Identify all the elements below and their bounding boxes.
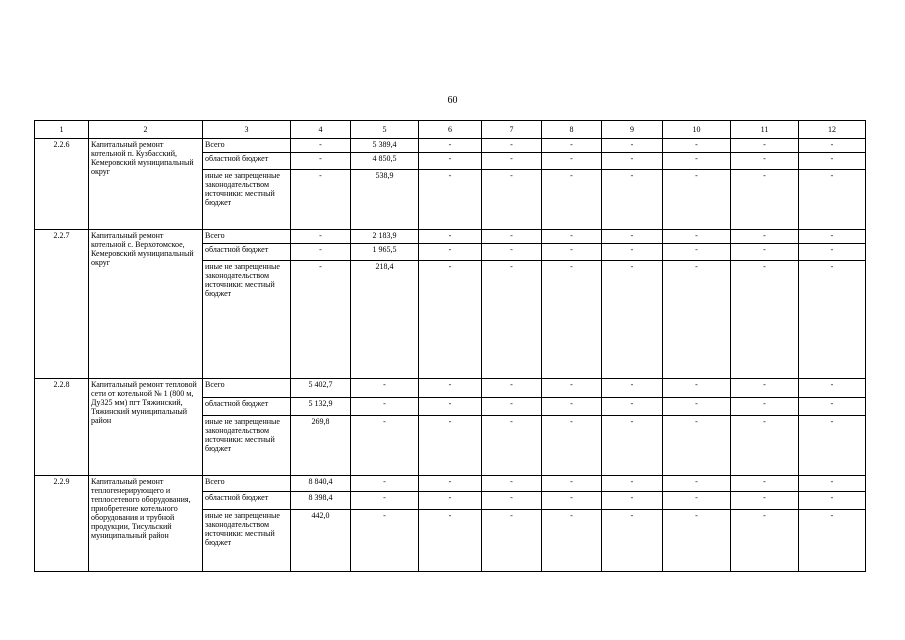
table-cell: 4 850,5 bbox=[351, 153, 419, 170]
funding-source: иные не запрещенные законодательством источники: местный бюджет bbox=[203, 170, 291, 230]
table-cell: - bbox=[663, 153, 731, 170]
funding-source: областной бюджет bbox=[203, 492, 291, 510]
table-cell: - bbox=[731, 244, 799, 261]
table-cell: - bbox=[542, 492, 602, 510]
table-cell: - bbox=[799, 476, 866, 492]
table-cell: - bbox=[291, 139, 351, 153]
table-cell: - bbox=[419, 398, 482, 416]
table-cell: - bbox=[663, 139, 731, 153]
column-header: 2 bbox=[89, 121, 203, 139]
table-cell: - bbox=[419, 476, 482, 492]
table-cell: - bbox=[663, 476, 731, 492]
table-cell: - bbox=[542, 510, 602, 572]
column-header: 9 bbox=[602, 121, 663, 139]
table-cell: - bbox=[731, 230, 799, 244]
table-cell: - bbox=[731, 476, 799, 492]
table-cell: - bbox=[542, 261, 602, 379]
table-cell: - bbox=[731, 510, 799, 572]
table-cell: - bbox=[542, 230, 602, 244]
table-cell: - bbox=[542, 153, 602, 170]
budget-table bbox=[34, 120, 866, 572]
column-header: 1 bbox=[35, 121, 89, 139]
table-cell: - bbox=[731, 398, 799, 416]
table-cell: - bbox=[482, 230, 542, 244]
table-cell: - bbox=[731, 170, 799, 230]
measure-name: Капитальный ремонт тепловой сети от котельной № 1 (800 м, Ду325 мм) пгт Тяжинский, Тяжинский муниципальный район bbox=[89, 379, 203, 476]
funding-source: Всего bbox=[203, 379, 291, 398]
table-cell: - bbox=[663, 510, 731, 572]
table-cell: 5 389,4 bbox=[351, 139, 419, 153]
table-cell: 2 183,9 bbox=[351, 230, 419, 244]
table-cell: - bbox=[482, 476, 542, 492]
table-cell: - bbox=[663, 398, 731, 416]
table-cell: - bbox=[799, 492, 866, 510]
column-header: 11 bbox=[731, 121, 799, 139]
column-header: 6 bbox=[419, 121, 482, 139]
row-number: 2.2.8 bbox=[35, 379, 89, 476]
table-cell: - bbox=[542, 416, 602, 476]
table-cell: - bbox=[602, 139, 663, 153]
table-cell: - bbox=[602, 379, 663, 398]
table-cell: - bbox=[419, 153, 482, 170]
column-header: 7 bbox=[482, 121, 542, 139]
table-cell: - bbox=[482, 153, 542, 170]
table-cell: - bbox=[663, 170, 731, 230]
table-cell: - bbox=[663, 230, 731, 244]
table-cell: - bbox=[799, 510, 866, 572]
table-cell: - bbox=[731, 139, 799, 153]
table-row bbox=[35, 379, 866, 398]
column-header: 12 bbox=[799, 121, 866, 139]
table-cell: - bbox=[602, 492, 663, 510]
table-cell: - bbox=[291, 153, 351, 170]
table-cell: - bbox=[482, 379, 542, 398]
column-header: 3 bbox=[203, 121, 291, 139]
table-cell: - bbox=[351, 416, 419, 476]
table-cell: - bbox=[482, 510, 542, 572]
table-cell: - bbox=[482, 261, 542, 379]
row-number: 2.2.6 bbox=[35, 139, 89, 230]
funding-source: областной бюджет bbox=[203, 153, 291, 170]
table-cell: - bbox=[419, 379, 482, 398]
table-cell: - bbox=[351, 379, 419, 398]
table-cell: - bbox=[663, 261, 731, 379]
table-cell: - bbox=[291, 230, 351, 244]
table-cell: - bbox=[602, 510, 663, 572]
table-cell: - bbox=[482, 398, 542, 416]
table-cell: - bbox=[291, 261, 351, 379]
table-cell: - bbox=[351, 510, 419, 572]
table-cell: - bbox=[731, 492, 799, 510]
table-cell: - bbox=[799, 244, 866, 261]
table-cell: - bbox=[799, 170, 866, 230]
table-cell: - bbox=[482, 492, 542, 510]
table-row bbox=[35, 230, 866, 244]
table-cell: 538,9 bbox=[351, 170, 419, 230]
table-cell: - bbox=[542, 244, 602, 261]
table-cell: - bbox=[542, 398, 602, 416]
table-cell: - bbox=[663, 416, 731, 476]
table-cell: - bbox=[351, 398, 419, 416]
funding-source: областной бюджет bbox=[203, 398, 291, 416]
page-number: 60 bbox=[447, 95, 458, 106]
table-cell: - bbox=[731, 261, 799, 379]
table-cell: 269,8 bbox=[291, 416, 351, 476]
table-row bbox=[35, 476, 866, 492]
table-cell: - bbox=[799, 261, 866, 379]
table-cell: - bbox=[731, 416, 799, 476]
table-cell: - bbox=[291, 170, 351, 230]
table-cell: - bbox=[419, 492, 482, 510]
table-header-row bbox=[35, 121, 866, 139]
column-header: 8 bbox=[542, 121, 602, 139]
table-cell: - bbox=[602, 230, 663, 244]
table-cell: - bbox=[663, 492, 731, 510]
table-cell: - bbox=[799, 153, 866, 170]
table-cell: 8 398,4 bbox=[291, 492, 351, 510]
table-cell: - bbox=[351, 476, 419, 492]
column-header: 10 bbox=[663, 121, 731, 139]
table-cell: - bbox=[663, 244, 731, 261]
table-cell: - bbox=[799, 379, 866, 398]
table-cell: - bbox=[291, 244, 351, 261]
table-cell: - bbox=[799, 139, 866, 153]
column-header: 4 bbox=[291, 121, 351, 139]
table-cell: - bbox=[799, 398, 866, 416]
measure-name: Капитальный ремонт котельной с. Верхотомское, Кемеровский муниципальный округ bbox=[89, 230, 203, 379]
table-cell: - bbox=[542, 139, 602, 153]
table-cell: - bbox=[419, 416, 482, 476]
table-cell: - bbox=[419, 170, 482, 230]
table-cell: - bbox=[602, 153, 663, 170]
table-cell: - bbox=[351, 492, 419, 510]
table-cell: - bbox=[542, 170, 602, 230]
table-cell: 5 132,9 bbox=[291, 398, 351, 416]
table-cell: - bbox=[602, 476, 663, 492]
table-cell: - bbox=[602, 244, 663, 261]
table-cell: - bbox=[602, 170, 663, 230]
table-cell: 8 840,4 bbox=[291, 476, 351, 492]
table-cell: - bbox=[419, 244, 482, 261]
funding-source: Всего bbox=[203, 476, 291, 492]
table-cell: - bbox=[482, 170, 542, 230]
table-cell: - bbox=[731, 379, 799, 398]
column-header: 5 bbox=[351, 121, 419, 139]
table-cell: - bbox=[542, 476, 602, 492]
funding-source: иные не запрещенные законодательством источники: местный бюджет bbox=[203, 261, 291, 379]
funding-source: иные не запрещенные законодательством источники: местный бюджет bbox=[203, 416, 291, 476]
measure-name: Капитальный ремонт котельной п. Кузбасский, Кемеровский муниципальный округ bbox=[89, 139, 203, 230]
measure-name: Капитальный ремонт теплогенерирующего и теплосетевого оборудования, приобретение котельного оборудования и трубной продукции, Тисульский муниципальный район bbox=[89, 476, 203, 572]
funding-source: Всего bbox=[203, 139, 291, 153]
table-cell: - bbox=[419, 510, 482, 572]
table-cell: - bbox=[482, 416, 542, 476]
table-cell: 218,4 bbox=[351, 261, 419, 379]
table-cell: 5 402,7 bbox=[291, 379, 351, 398]
table-cell: - bbox=[663, 379, 731, 398]
table-cell: - bbox=[602, 261, 663, 379]
row-number: 2.2.9 bbox=[35, 476, 89, 572]
table-cell: - bbox=[419, 139, 482, 153]
funding-source: областной бюджет bbox=[203, 244, 291, 261]
row-number: 2.2.7 bbox=[35, 230, 89, 379]
table-cell: - bbox=[799, 230, 866, 244]
table-cell: - bbox=[602, 398, 663, 416]
funding-source: Всего bbox=[203, 230, 291, 244]
table-cell: - bbox=[482, 139, 542, 153]
table-cell: - bbox=[602, 416, 663, 476]
table-cell: 1 965,5 bbox=[351, 244, 419, 261]
table-cell: - bbox=[419, 230, 482, 244]
funding-source: иные не запрещенные законодательством источники: местный бюджет bbox=[203, 510, 291, 572]
table-row bbox=[35, 139, 866, 153]
table-cell: - bbox=[542, 379, 602, 398]
table-cell: 442,0 bbox=[291, 510, 351, 572]
table-cell: - bbox=[482, 244, 542, 261]
table-cell: - bbox=[419, 261, 482, 379]
table-cell: - bbox=[799, 416, 866, 476]
table-cell: - bbox=[731, 153, 799, 170]
